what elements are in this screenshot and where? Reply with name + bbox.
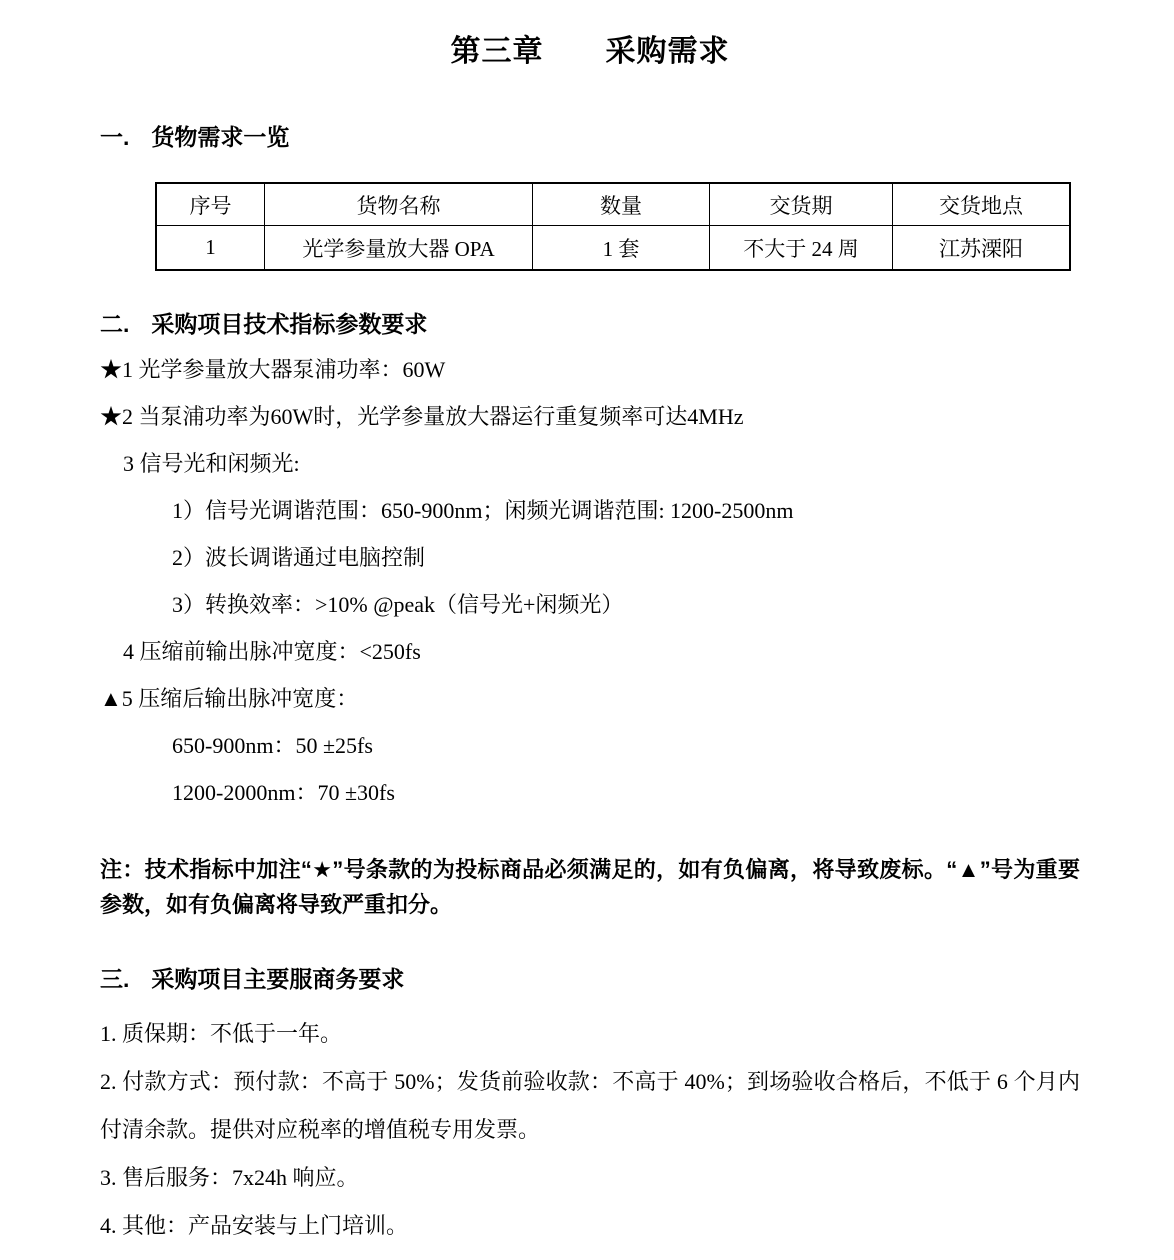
tech-item-5-sub1: 650-900nm：50 ±25fs xyxy=(172,732,373,758)
cell-delivery-period: 不大于 24 周 xyxy=(710,226,893,271)
section2-number: 二. xyxy=(100,311,130,338)
section2-label: 采购项目技术指标参数要求 xyxy=(151,311,428,338)
section1-label: 货物需求一览 xyxy=(151,124,290,150)
col-header-delivery-place: 交货地点 xyxy=(893,183,1071,226)
tech-item-3-sub2: 2）波长调谐通过电脑控制 xyxy=(172,544,426,570)
tech-item-3: 3 信号光和闲频光: xyxy=(123,450,300,476)
tech-spec-list xyxy=(100,346,1080,816)
tech-item-4: 4 压缩前输出脉冲宽度：<250fs xyxy=(123,638,421,664)
cell-goods-name: 光学参量放大器 OPA xyxy=(265,226,533,271)
section1-heading xyxy=(100,124,1080,150)
col-header-quantity: 数量 xyxy=(533,183,710,226)
section3-heading xyxy=(100,966,1080,992)
col-header-seq: 序号 xyxy=(156,183,265,226)
col-header-delivery-period: 交货期 xyxy=(710,183,893,226)
section3-number: 三. xyxy=(100,965,130,992)
service-item-payment: 2. 付款方式：预付款：不高于 50%；发货前验收款：不高于 40%；到场验收合格后，不低于 6 个月内付清余款。提供对应税率的增值税专用发票。 xyxy=(100,1069,1080,1143)
tech-item-5-sub2: 1200-2000nm：70 ±30fs xyxy=(172,779,395,805)
tech-item-3-sub1: 1）信号光调谐范围：650-900nm；闲频光调谐范围: 1200-2500nm xyxy=(172,497,794,523)
tech-item-3-sub3: 3）转换效率：>10% @peak（信号光+闲频光） xyxy=(172,591,624,617)
cell-quantity: 1 套 xyxy=(533,226,710,271)
service-item-other: 4. 其他：产品安装与上门培训。 xyxy=(100,1213,409,1239)
section1-number: 一. xyxy=(100,124,130,150)
tech-item-star2: ★2 当泵浦功率为60W时，光学参量放大器运行重复频率可达4MHz xyxy=(100,403,744,429)
table-row xyxy=(156,226,1070,271)
service-item-after-sales: 3. 售后服务：7x24h 响应。 xyxy=(100,1165,359,1191)
tech-item-star1: ★1 光学参量放大器泵浦功率：60W xyxy=(100,356,446,382)
cell-seq: 1 xyxy=(156,226,265,271)
tech-item-triangle5: ▲5 压缩后输出脉冲宽度： xyxy=(100,685,359,711)
goods-table-header-row xyxy=(156,183,1070,226)
section2-heading xyxy=(100,311,1080,337)
note-paragraph: 注：技术指标中加注“★”号条款的为投标商品必须满足的，如有负偏离，将导致废标。“▲”号为重要参数，如有负偏离将导致严重扣分。 xyxy=(100,856,1080,917)
cell-delivery-place: 江苏溧阳 xyxy=(893,226,1071,271)
business-requirements-list xyxy=(100,1010,1080,1250)
col-header-goods-name: 货物名称 xyxy=(265,183,533,226)
section3-label: 采购项目主要服商务要求 xyxy=(151,965,405,992)
goods-table xyxy=(155,182,1071,271)
service-item-warranty: 1. 质保期：不低于一年。 xyxy=(100,1021,343,1047)
page-title: 第三章 采购需求 xyxy=(450,35,730,68)
